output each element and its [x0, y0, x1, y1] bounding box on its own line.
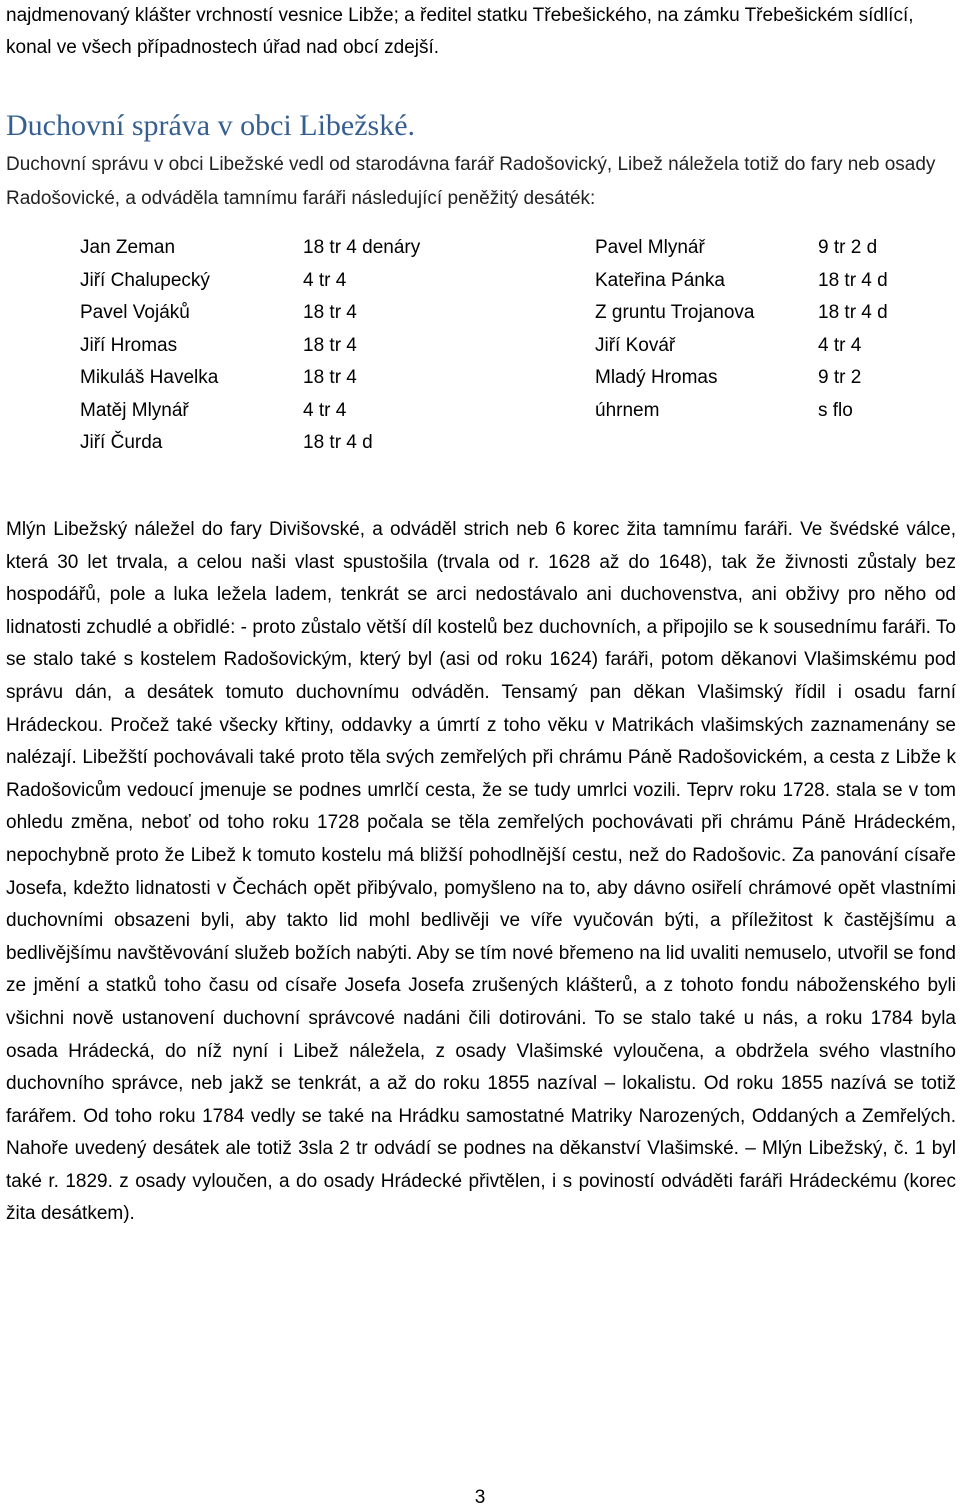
ledger-amount: 4 tr 4: [303, 269, 347, 291]
ledger-amount: 9 tr 2: [818, 367, 862, 388]
ledger-row: [0, 395, 960, 427]
intro-paragraph: Duchovní správu v obci Libežské vedl od starodávna farář Radošovický, Libež náležela totiž do fary neb osady Radošovické, a odváděla tamnímu faráři následující peněžitý desáték:: [6, 154, 936, 209]
ledger-amount: 4 tr 4: [303, 399, 347, 421]
ledger-amount: 18 tr 4: [303, 334, 357, 356]
ledger-row: [0, 330, 960, 362]
ledger-name: Matěj Mlynář: [80, 399, 189, 421]
ledger-name: Z gruntu Trojanova: [595, 302, 755, 323]
ledger-amount: 18 tr 4 denáry: [303, 237, 421, 258]
ledger-amount: 9 tr 2 d: [818, 237, 878, 258]
ledger-row: [0, 362, 960, 394]
ledger-name: Jiří Kovář: [595, 334, 676, 356]
ledger-amount: 18 tr 4 d: [818, 269, 888, 291]
ledger-name: Jiří Chalupecký: [80, 269, 210, 291]
body-paragraph: Mlýn Libežský náležel do fary Divišovské, a odváděl strich neb 6 korec žita tamnímu faráři. Ve švédské válce, která 30 let trvala, a celou naši vlast spustošila (trvala od r. 1628 až do 1648), tak že živnosti zůstaly bez hospodářů, pole a luka ležela ladem, tenkrát se arci nedostávalo ani duchovenstva, ani obživy pro něho od lidnatosti zchudlé a obřidlé: - proto zůstalo větší díl kostelů bez duchovních, a připojilo se k sousednímu faráři. To se stalo také s kostelem Radošovickým, který byl (asi od roku 1624) faráři, potom děkanovi Vlašimskému pod správu dán, a desátek tomuto duchovnímu odváděn. Tensamý pan děkan Vlašimský řídil i osadu farní Hrádeckou. Pročež také všecky křtiny, oddavky a úmrtí z toho věku v Matrikách vlašimských zaznamenány se nalézají. Libežští pochovávali také proto těla svých zemřelých při chrámu Páně Radošovickém, a cesta z Libže k Radošovicům vedoucí jmenuje se podnes umrlčí cesta, že se tudy umrlci vozili. Teprv roku 1728. stala se v tom ohledu změna, neboť od toho roku 1728 počala se těla zemřelých pochovávati při chrámu Páně Hrádeckém, nepochybně proto že Libež k tomuto kostelu má bližší pohodlnější cestu, než do Radošovic. Za panování císaře Josefa, kdežto lidnatosti v Čechách opět přibývalo, pomyšleno na to, aby dávno osiřelí chrámové opět vlastními duchovními obsazeni byli, aby takto lid mohl bedlivěji ve víře vyučován býti, a příležitost k častějšímu a bedlivějšímu navštěvování služeb božích nabýti. Aby se tím nové břemeno na lid uvaliti nemuselo, utvořil se fond ze jmění a statků toho času od císaře Josefa Josefa zrušených klášterů, a z tohoto fondu náboženského byli všichni nově ustanovení duchovní správcové nadáni čili dotirováni. To se stalo také u nás, a roku 1784 byla osada Hrádecká, do níž nyní i Libež náležela, z osady Vlašimské vyloučena, a obdržela svého vlastního duchovního správce, neb jakž se tenkrát, a až do roku 1855 nazíval – lokalistu. Od roku 1855 nazívá se totiž farářem. Od toho roku 1784 vedly se také na Hrádku samostatné Matriky Narozených, Oddaných a Zemřelých. Nahoře uvedený desátek ale totiž 3sla 2 tr odvádí se podnes na děkanství Vlašimské. – Mlýn Libežský, č. 1 byl také r. 1829. z osady vyloučen, a do osady Hrádecké přivtělen, i s poviností odváděti faráři Hrádeckému (korec žita desátkem).: [6, 519, 956, 1225]
ledger-amount: 18 tr 4: [303, 367, 357, 388]
ledger-name: Jan Zeman: [80, 237, 176, 258]
ledger-name: Mikuláš Havelka: [80, 367, 219, 388]
ledger-row: [0, 265, 960, 297]
ledger-amount: 4 tr 4: [818, 334, 862, 356]
ledger-row: [0, 297, 960, 329]
top-paragraph: najdmenovaný klášter vrchností vesnice Libže; a ředitel statku Třebešického, na zámku Třebešickém sídlící, konal ve všech případnostech úřad nad obcí zdejší.: [6, 5, 914, 58]
section-heading: Duchovní správa v obci Libežské.: [6, 109, 416, 142]
ledger-name: úhrnem: [595, 399, 660, 421]
page-number: 3: [474, 1487, 486, 1508]
ledger-name: Pavel Vojáků: [80, 302, 190, 323]
ledger-amount: 18 tr 4 d: [303, 432, 373, 453]
ledger-row: [0, 232, 960, 264]
ledger-amount: s flo: [818, 399, 853, 421]
ledger-amount: 18 tr 4 d: [818, 302, 888, 323]
ledger-amount: 18 tr 4: [303, 302, 357, 323]
ledger-name: Jiří Hromas: [80, 334, 178, 356]
ledger-name: Jiří Čurda: [80, 432, 163, 453]
ledger-row: [0, 427, 960, 459]
ledger-name: Pavel Mlynář: [595, 237, 705, 258]
ledger-name: Kateřina Pánka: [595, 269, 725, 291]
ledger-name: Mladý Hromas: [595, 367, 718, 388]
